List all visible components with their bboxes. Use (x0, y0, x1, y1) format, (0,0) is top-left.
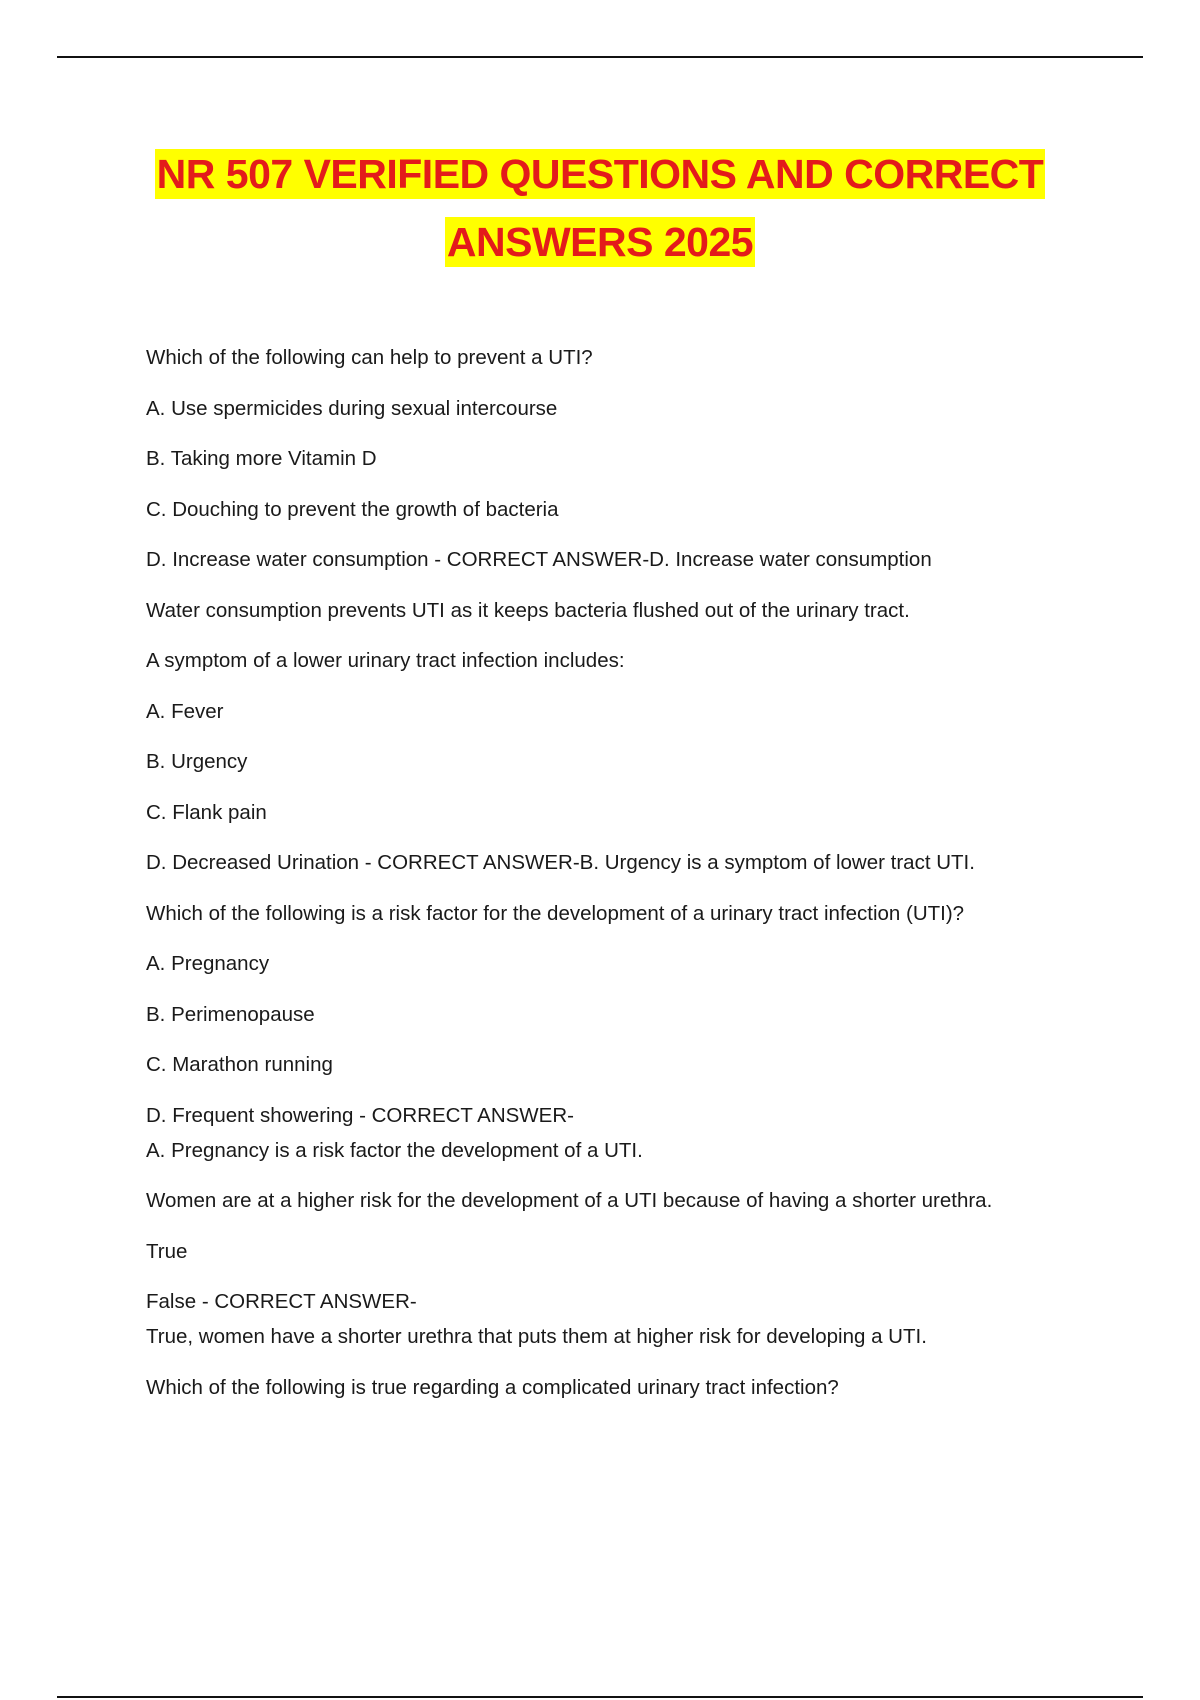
q1-rationale: Water consumption prevents UTI as it keeps bacteria flushed out of the urinary tract. (146, 598, 910, 622)
q3-option-d-answer: D. Frequent showering - CORRECT ANSWER- (146, 1103, 574, 1127)
q2-option-c: C. Flank pain (146, 800, 267, 824)
question-5: Which of the following is true regarding a complicated urinary tract infection? (146, 1375, 839, 1399)
q1-option-c: C. Douching to prevent the growth of bacteria (146, 497, 559, 521)
q3-option-a: A. Pregnancy (146, 952, 270, 975)
q2-option-b: B. Urgency (146, 750, 248, 773)
title-line-2: ANSWERS 2025 (446, 219, 754, 265)
question-2: A symptom of a lower urinary tract infection includes: (146, 649, 625, 672)
q3-option-c: C. Marathon running (146, 1053, 333, 1076)
bottom-rule (57, 1696, 1143, 1698)
top-rule (57, 56, 1143, 58)
q4-option-true: True (146, 1239, 188, 1263)
q4-rationale: True, women have a shorter urethra that puts them at higher risk for developing a UTI. (146, 1325, 927, 1348)
q1-option-a: A. Use spermicides during sexual intercourse (146, 396, 558, 420)
q1-option-b: B. Taking more Vitamin D (146, 447, 377, 470)
document-body (146, 345, 1106, 1425)
question-1: Which of the following can help to prevent a UTI? (146, 346, 593, 369)
q2-option-a: A. Fever (146, 699, 224, 723)
question-4: Women are at a higher risk for the development of a UTI because of having a shorter urethra. (146, 1189, 993, 1212)
q2-option-d-answer: D. Decreased Urination - CORRECT ANSWER-B. Urgency is a symptom of lower tract UTI. (146, 851, 975, 874)
q1-option-d-answer: D. Increase water consumption - CORRECT ANSWER-D. Increase water consumption (146, 548, 932, 571)
title-line-1: NR 507 VERIFIED QUESTIONS AND CORRECT (156, 151, 1044, 197)
q3-option-b: B. Perimenopause (146, 1002, 315, 1026)
q3-rationale: A. Pregnancy is a risk factor the development of a UTI. (146, 1138, 643, 1162)
question-3: Which of the following is a risk factor for the development of a urinary tract infection (UTI)? (146, 901, 965, 925)
q4-option-false-answer: False - CORRECT ANSWER- (146, 1290, 417, 1313)
document-title (0, 140, 1200, 276)
